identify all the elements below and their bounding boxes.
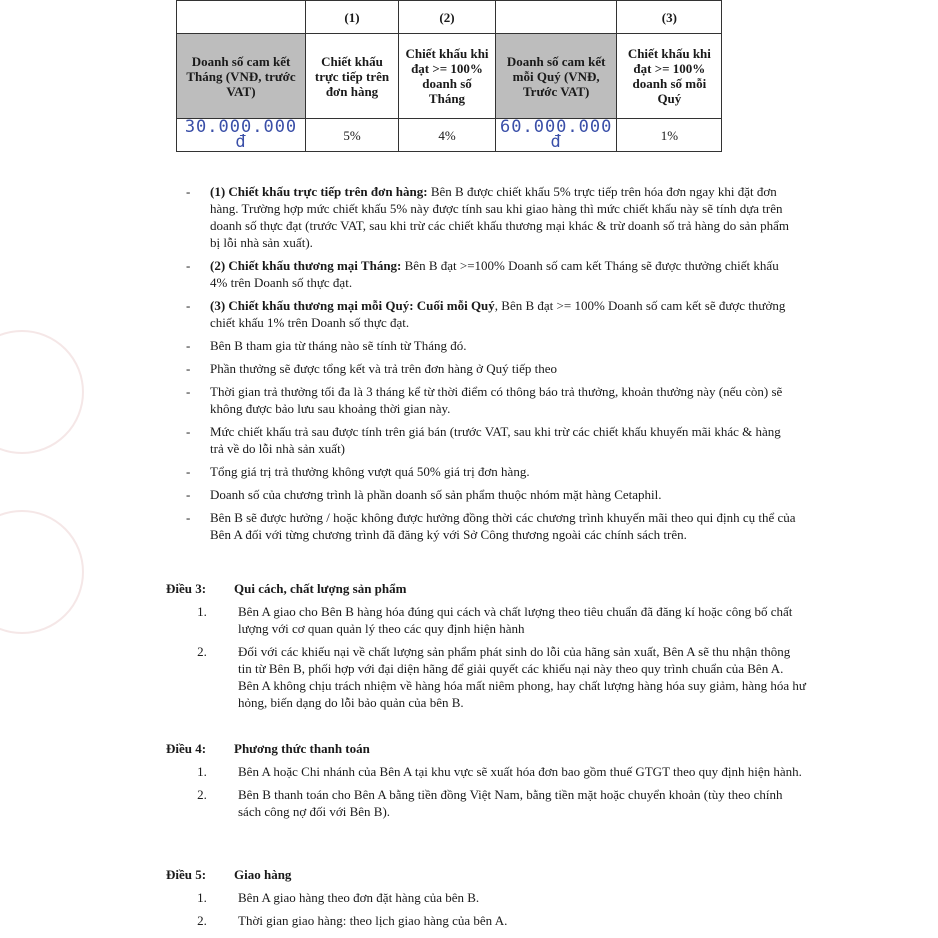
header-direct-discount: Chiết khấu trực tiếp trên đơn hàng — [306, 34, 399, 119]
quarterly-discount-value: 1% — [617, 119, 722, 152]
clause: 1. Bên A hoặc Chi nhánh của Bên A tại khu vực sẽ xuất hóa đơn bao gồm thuế GTGT theo quy định hiện hành. — [197, 764, 802, 779]
article-number: Điều 5: — [166, 867, 207, 882]
list-item: - Bên B sẽ được hưởng / hoặc không được hưởng đồng thời các chương trình khuyến mãi theo qui định cụ thể của Bên A đối với từng chương trình đã đăng ký với Sở Công thương ngoài các chính sách trên. — [186, 510, 796, 542]
discount-terms-list — [186, 183, 796, 549]
faded-stamp-mark — [0, 510, 84, 634]
list-item: - Tổng giá trị trả thưởng không vượt quá 50% giá trị đơn hàng. — [186, 464, 530, 479]
list-item: - Mức chiết khấu trả sau được tính trên giá bán (trước VAT, sau khi trừ các chiết khấu khuyến mãi khác & hàng trả về do lỗi nhà sản xuất) — [186, 424, 781, 456]
article-number: Điều 3: — [166, 581, 207, 596]
article-number: Điều 4: — [166, 741, 207, 756]
list-item: - Phần thưởng sẽ được tổng kết và trả trên đơn hàng ở Quý tiếp theo — [186, 361, 558, 376]
article-3 — [166, 580, 806, 711]
direct-discount-value: 5% — [306, 119, 399, 152]
article-4 — [166, 740, 806, 820]
header-quarterly-discount: Chiết khấu khi đạt >= 100% doanh số mỗi Quý — [617, 34, 722, 119]
col-number — [177, 1, 306, 34]
article-title: Giao hàng — [234, 867, 292, 882]
clause: 1. Bên A giao hàng theo đơn đặt hàng của bên B. — [197, 890, 480, 905]
faded-stamp-mark — [0, 330, 84, 454]
clause: 1. Bên A giao cho Bên B hàng hóa đúng qui cách và chất lượng theo tiêu chuẩn đã đăng kí hoặc công bố chất lượng với cơ quan quản lý theo các quy định hiện hành — [197, 604, 793, 636]
quarterly-commitment-value: 60.000.000 đ — [496, 119, 617, 152]
list-item: - Doanh số của chương trình là phần doanh số sản phẩm thuộc nhóm mặt hàng Cetaphil. — [186, 487, 662, 502]
col-number: (2) — [399, 1, 496, 34]
list-item: - Bên B tham gia từ tháng nào sẽ tính từ Tháng đó. — [186, 338, 467, 353]
col-number: (3) — [617, 1, 722, 34]
list-item: - (3) Chiết khấu thương mại mỗi Quý: Cuối mỗi Quý, Bên B đạt >= 100% Doanh số cam kết sẽ được thưởng chiết khấu 1% trên Doanh số thực đạt. — [186, 298, 786, 330]
header-monthly-commitment: Doanh số cam kết Tháng (VNĐ, trước VAT) — [177, 34, 306, 119]
monthly-commitment-value: 30.000.000 đ — [177, 119, 306, 152]
monthly-discount-value: 4% — [399, 119, 496, 152]
list-item: - Thời gian trả thưởng tối đa là 3 tháng kể từ thời điểm có thông báo trả thưởng, khoản thưởng này (nếu còn) sẽ không được bảo lưu sau khoảng thời gian này. — [186, 384, 783, 416]
clause: 2. Đối với các khiếu nại về chất lượng sản phẩm phát sinh do lỗi của hãng sản xuất, Bên A sẽ thu nhận thông tin từ Bên B, phối hợp với đại diện hãng để giải quyết các khiếu nại này theo quy trình chuẩn của Bên A. Bên A không chịu trách nhiệm về hàng hóa mất niêm phong, hay chất lượng hàng hóa suy giảm, hàng hóa hư hỏng, biến dạng do lỗi bảo quản của bên B. — [197, 644, 806, 710]
list-item: - (1) Chiết khấu trực tiếp trên đơn hàng: Bên B được chiết khấu 5% trực tiếp trên hóa đơn ngay khi đặt đơn hàng. Trường hợp mức chiết khấu 5% này được tính sau khi giao hàng thì mức chiết khấu này sẽ tính dựa trên doanh số thực đạt (trước VAT, sau khi trừ các chiết khấu thương mại khác & trừ doanh số trả hàng do sản phẩm bị lỗi nhà sản xuất). — [186, 184, 789, 250]
list-item: - (2) Chiết khấu thương mại Tháng: Bên B đạt >=100% Doanh số cam kết Tháng sẽ được thưởng chiết khấu 4% trên Doanh số thực đạt. — [186, 258, 779, 290]
col-number: (1) — [306, 1, 399, 34]
header-quarterly-commitment: Doanh số cam kết mỗi Quý (VNĐ, Trước VAT) — [496, 34, 617, 119]
clause: 2. Thời gian giao hàng: theo lịch giao hàng của bên A. — [197, 913, 508, 928]
header-monthly-discount: Chiết khấu khi đạt >= 100% doanh số Tháng — [399, 34, 496, 119]
article-title: Qui cách, chất lượng sản phẩm — [234, 581, 407, 596]
article-title: Phương thức thanh toán — [234, 741, 370, 756]
col-number — [496, 1, 617, 34]
article-5 — [166, 866, 806, 929]
discount-table — [176, 0, 722, 152]
clause: 2. Bên B thanh toán cho Bên A bằng tiền đồng Việt Nam, bằng tiền mặt hoặc chuyển khoản (tùy theo chính sách công nợ đối với Bên B). — [197, 787, 783, 819]
